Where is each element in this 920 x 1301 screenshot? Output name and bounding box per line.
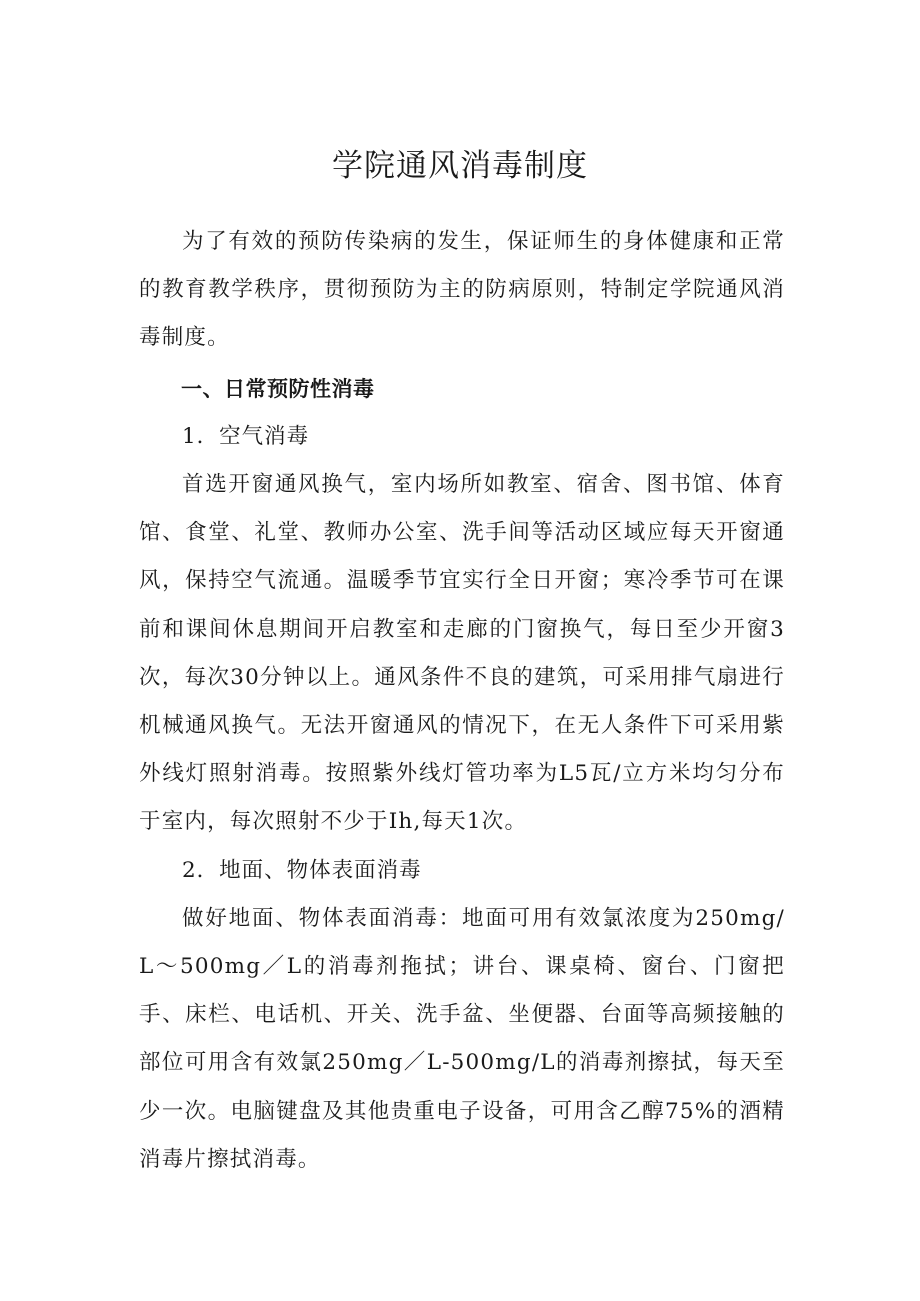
paragraph-air-disinfection: 首选开窗通风换气，室内场所如教室、宿舍、图书馆、体育馆、食堂、礼堂、教师办公室、洗手间等活动区域应每天开窗通风，保持空气流通。温暖季节宜实行全日开窗；寒冷季节可在课前和课间休息期间开启教室和走廊的门窗换气，每日至少开窗3次，每次30分钟以上。通风条件不良的建筑，可采用排气扇进行机械通风换气。无法开窗通风的情况下，在无人条件下可采用紫外线灯照射消毒。按照紫外线灯管功率为L5瓦/立方米均匀分布于室内，每次照射不少于Ih,每天1次。 xyxy=(139,472,785,835)
subheading-air-disinfection: 1．空气消毒 xyxy=(182,423,310,449)
section-heading-daily-disinfection: 一、日常预防性消毒 xyxy=(181,376,375,401)
document-body xyxy=(139,218,785,1184)
intro-paragraph: 为了有效的预防传染病的发生，保证师生的身体健康和正常的教育教学秩序，贯彻预防为主的防病原则，特制定学院通风消毒制度。 xyxy=(139,229,785,351)
paragraph-surface-disinfection: 做好地面、物体表面消毒：地面可用有效氯浓度为250mg/L～500mg／L的消毒剂拖拭；讲台、课桌椅、窗台、门窗把手、床栏、电话机、开关、洗手盆、坐便器、台面等高频接触的部位可用含有效氯250mg／L-500mg/L的消毒剂擦拭，每天至少一次。电脑键盘及其他贵重电子设备，可用含乙醇75%的酒精消毒片擦拭消毒。 xyxy=(139,905,785,1172)
subheading-surface-disinfection: 2．地面、物体表面消毒 xyxy=(182,857,422,883)
document-title: 学院通风消毒制度 xyxy=(332,148,588,184)
